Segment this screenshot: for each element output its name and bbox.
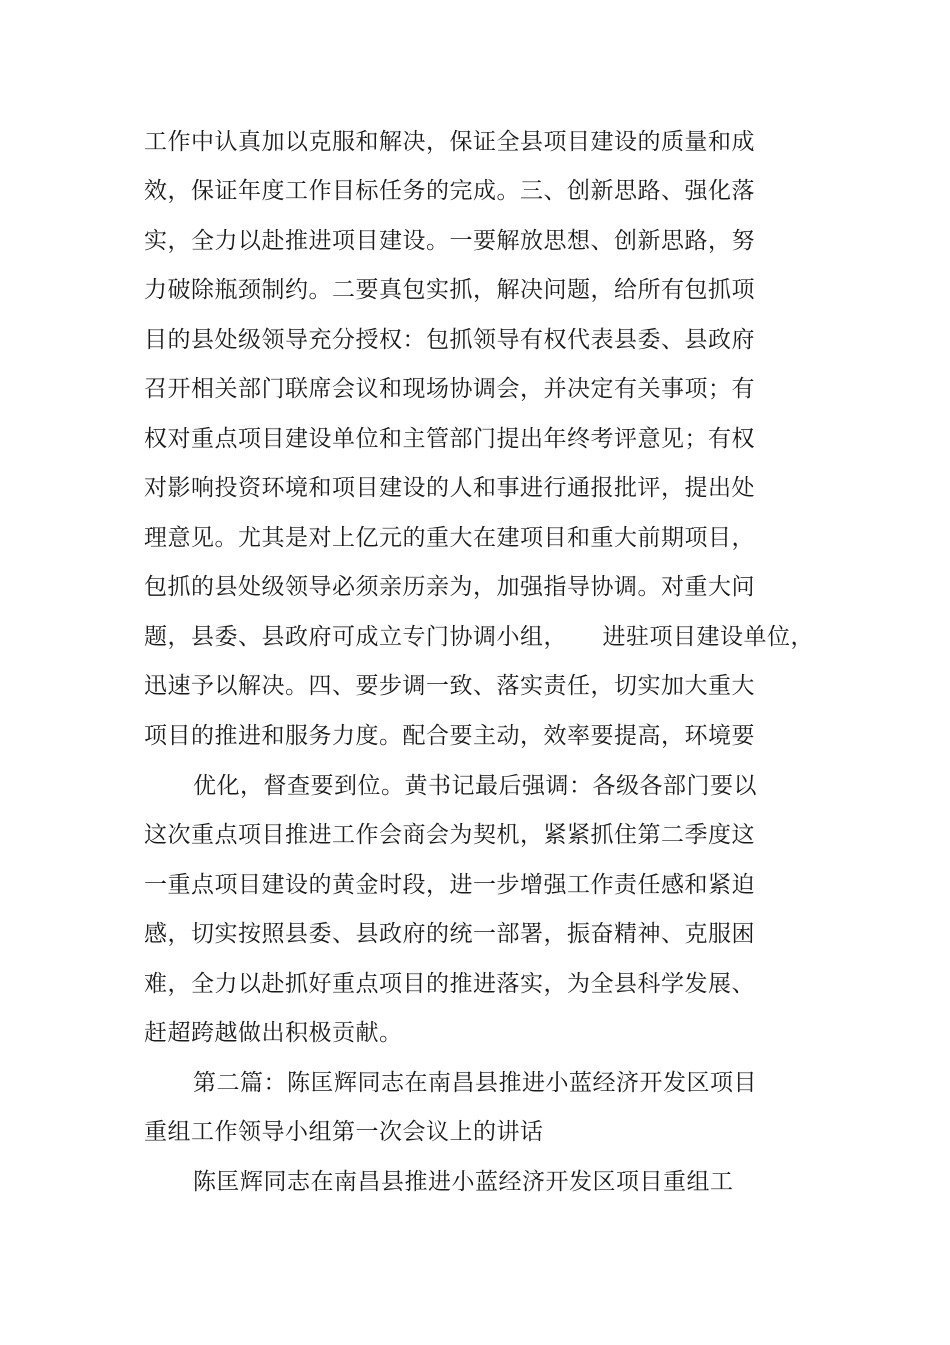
text-line: 感，切实按照县委、县政府的统一部署，振奋精神、克服困 — [144, 921, 755, 947]
text-line: 目的县处级领导充分授权：包抓领导有权代表县委、县政府 — [144, 327, 755, 353]
text-line: 项目的推进和服务力度。配合要主动，效率要提高，环境要 — [144, 723, 755, 749]
text-line: 难，全力以赴抓好重点项目的推进落实，为全县科学发展、 — [144, 971, 755, 997]
text-line: 优化，督查要到位。黄书记最后强调：各级各部门要以 — [193, 773, 757, 799]
text-line: 包抓的县处级领导必须亲历亲为，加强指导协调。对重大问 — [144, 574, 755, 600]
text-line: 赶超跨越做出积极贡献。 — [144, 1020, 403, 1046]
text-line: 工作中认真加以克服和解决，保证全县项目建设的质量和成 — [144, 129, 755, 155]
text-line: 这次重点项目推进工作会商会为契机，紧紧抓住第二季度这 — [144, 822, 755, 848]
text-line: 一重点项目建设的黄金时段，进一步增强工作责任感和紧迫 — [144, 872, 755, 898]
text-line: 对影响投资环境和项目建设的人和事进行通报批评，提出处 — [144, 475, 755, 501]
text-line: 召开相关部门联席会议和现场协调会，并决定有关事项；有 — [144, 376, 755, 402]
text-line: 陈匡辉同志在南昌县推进小蓝经济开发区项目重组工 — [193, 1169, 734, 1195]
text-line: 效，保证年度工作目标任务的完成。三、创新思路、强化落 — [144, 178, 755, 204]
text-line: 实，全力以赴推进项目建设。一要解放思想、创新思路，努 — [144, 228, 755, 254]
text-line: 题，县委、县政府可成立专门协调小组， 进驻项目建设单位， — [144, 624, 814, 650]
section-heading: 重组工作领导小组第一次会议上的讲话 — [144, 1119, 544, 1145]
section-heading: 第二篇：陈匡辉同志在南昌县推进小蓝经济开发区项目 — [193, 1070, 757, 1096]
text-line: 权对重点项目建设单位和主管部门提出年终考评意见；有权 — [144, 426, 755, 452]
text-line: 力破除瓶颈制约。二要真包实抓，解决问题，给所有包抓项 — [144, 277, 755, 303]
text-line: 理意见。尤其是对上亿元的重大在建项目和重大前期项目， — [144, 525, 755, 551]
text-line: 迅速予以解决。四、要步调一致、落实责任，切实加大重大 — [144, 673, 755, 699]
